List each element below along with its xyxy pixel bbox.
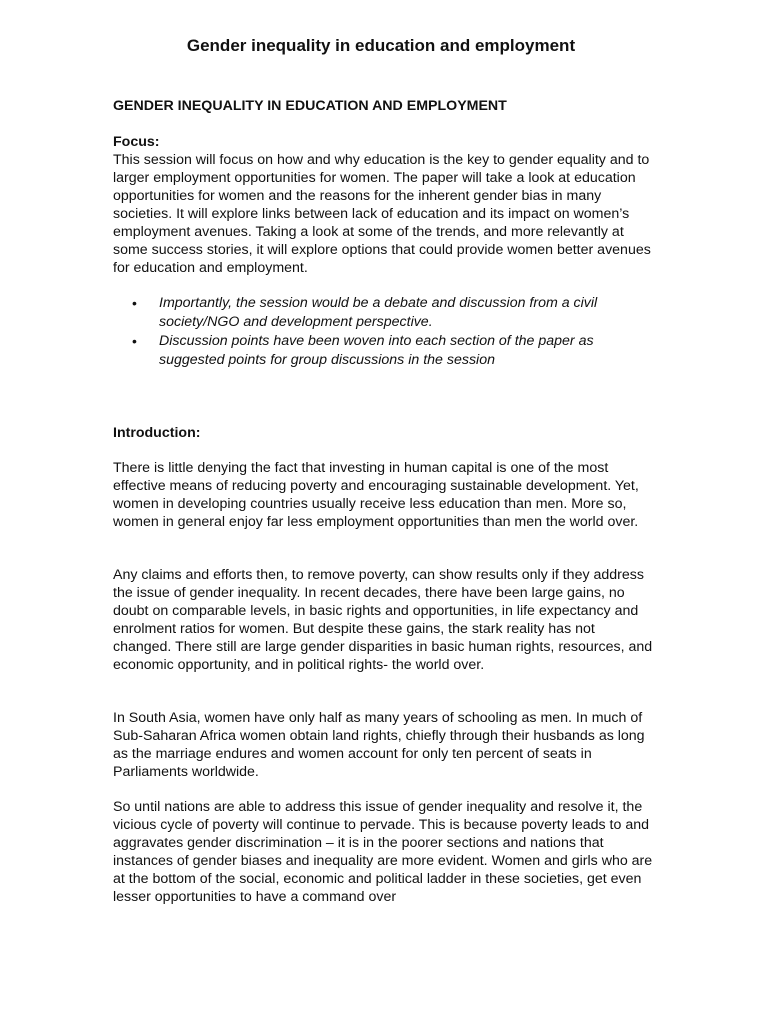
document-title: Gender inequality in education and employment: [186, 36, 576, 55]
section-heading: GENDER INEQUALITY IN EDUCATION AND EMPLOYMENT: [113, 98, 507, 114]
bullet-icon: •: [132, 333, 137, 349]
bullet-text: Discussion points have been woven into each section of the paper as suggested points for group discussions in the session: [159, 333, 594, 368]
body-paragraph: Any claims and efforts then, to remove poverty, can show results only if they address the issue of gender inequality. In recent decades, there have been large gains, no doubt on comparable levels, in basic rights and opportunities, in life expectancy and enrolment ratios for women. But despite these gains, the stark reality has not changed. There still are large gender disparities in basic human rights, resources, and economic opportunity, and in political rights- the world over.: [113, 567, 653, 673]
bullet-item: [113, 332, 653, 370]
bullet-item: [113, 294, 653, 332]
bullet-icon: •: [132, 295, 137, 311]
body-paragraph: There is little denying the fact that investing in human capital is one of the most effective means of reducing poverty and encouraging sustainable development. Yet, women in developing countries usually receive less education than men. More so, women in general enjoy far less employment opportunities than men the world over.: [113, 460, 639, 530]
bullet-text: Importantly, the session would be a debate and discussion from a civil society/NGO and development perspective.: [159, 295, 598, 330]
focus-heading: Focus:: [113, 134, 160, 150]
introduction-heading: Introduction:: [113, 425, 201, 441]
focus-bullet-list: [113, 294, 653, 370]
body-paragraph: So until nations are able to address this issue of gender inequality and resolve it, the vicious cycle of poverty will continue to pervade. This is because poverty leads to and aggravates gender discrimination – it is in the poorer sections and nations that instances of gender biases and inequality are more evident. Women and girls who are at the bottom of the social, economic and political ladder in these societies, get even lesser opportunities to have a command over: [113, 799, 653, 905]
body-paragraph: In South Asia, women have only half as many years of schooling as men. In much of Sub-Saharan Africa women obtain land rights, chiefly through their husbands as long as the marriage endures and women account for only ten percent of seats in Parliaments worldwide.: [113, 710, 645, 780]
focus-paragraph: This session will focus on how and why education is the key to gender equality and to larger employment opportunities for women. The paper will take a look at education opportunities for women and the reasons for the inherent gender bias in many societies. It will explore links between lack of education and its impact on women’s employment avenues. Taking a look at some of the trends, and more relevantly at some success stories, it will explore options that could provide women better avenues for education and employment.: [113, 152, 651, 276]
